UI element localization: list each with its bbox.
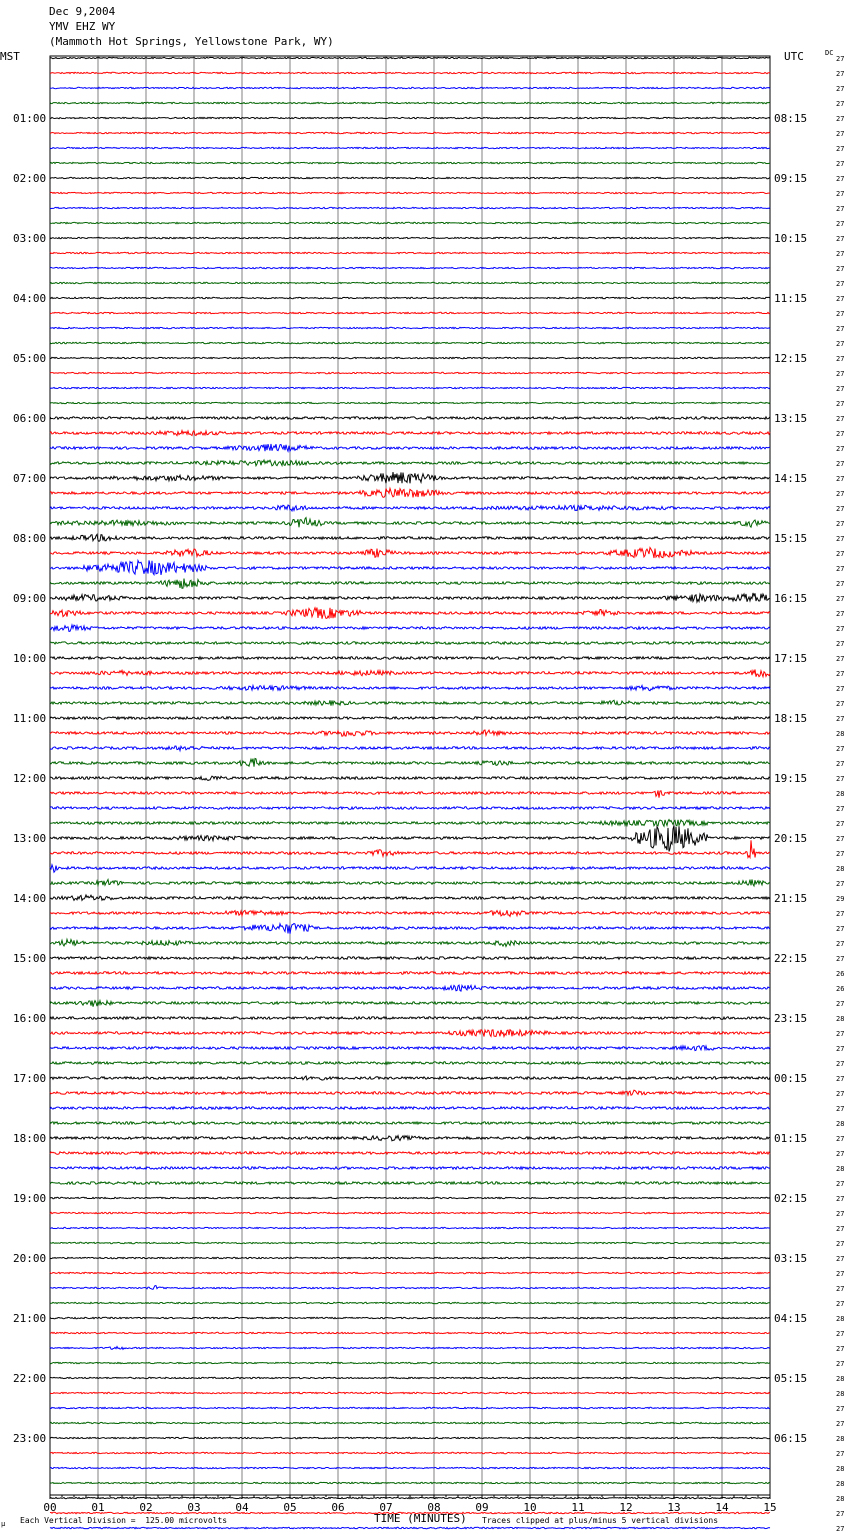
dc-offset-label: 26 <box>836 970 845 978</box>
utc-hour-label: 15:15 <box>774 532 808 545</box>
trace-28 <box>50 472 770 483</box>
utc-hour-label: 19:15 <box>774 772 808 785</box>
mst-hour-label: 11:00 <box>13 712 47 725</box>
x-tick-label: 05 <box>283 1501 297 1514</box>
trace-92 <box>50 1437 770 1438</box>
mst-hour-label: 16:00 <box>13 1012 47 1025</box>
utc-hour-label: 10:15 <box>774 232 808 245</box>
trace-79 <box>50 1242 770 1243</box>
dc-offset-label: 27 <box>836 1210 845 1218</box>
trace-16 <box>50 297 770 298</box>
dc-offset-label: 27 <box>836 1195 845 1203</box>
trace-53 <box>50 840 770 857</box>
x-tick-label: 03 <box>187 1501 201 1514</box>
trace-80 <box>50 1257 770 1258</box>
utc-hour-label: 18:15 <box>774 712 808 725</box>
trace-39 <box>50 642 770 644</box>
dc-offset-label: 27 <box>836 1420 845 1428</box>
utc-hour-label: 04:15 <box>774 1312 808 1325</box>
dc-offset-label: 27 <box>836 100 845 108</box>
dc-offset-label: 27 <box>836 1150 845 1158</box>
trace-36 <box>50 593 770 602</box>
mst-hour-label: 05:00 <box>13 352 47 365</box>
utc-hour-label: 21:15 <box>774 892 808 905</box>
mst-hour-label: 07:00 <box>13 472 47 485</box>
dc-offset-label: 27 <box>836 595 845 603</box>
dc-offset-label: 27 <box>836 745 845 753</box>
dc-offset-label: 27 <box>836 835 845 843</box>
mst-hour-label: 10:00 <box>13 652 47 665</box>
dc-offset-label: 27 <box>836 1450 845 1458</box>
trace-93 <box>50 1452 770 1453</box>
clip-note: Traces clipped at plus/minus 5 vertical divisions <box>482 1516 719 1525</box>
dc-offset-label: 27 <box>836 445 845 453</box>
dc-offset-label: 27 <box>836 805 845 813</box>
x-axis-title: TIME (MINUTES) <box>374 1512 467 1525</box>
x-tick-label: 14 <box>715 1501 729 1514</box>
mst-hour-label: 18:00 <box>13 1132 47 1145</box>
trace-66 <box>50 1046 770 1051</box>
x-tick-label: 04 <box>235 1501 249 1514</box>
mst-hour-label: 09:00 <box>13 592 47 605</box>
trace-42 <box>50 686 770 691</box>
trace-47 <box>50 759 770 767</box>
trace-69 <box>50 1090 770 1095</box>
trace-46 <box>50 746 770 751</box>
dc-offset-label: 27 <box>836 610 845 618</box>
mst-hour-label: 21:00 <box>13 1312 47 1325</box>
trace-13 <box>50 252 770 253</box>
trace-59 <box>50 939 770 946</box>
trace-63 <box>50 1001 770 1007</box>
utc-hour-label: 05:15 <box>774 1372 808 1385</box>
trace-56 <box>50 895 770 900</box>
dc-offset-label: 27 <box>836 1030 845 1038</box>
dc-offset-label: 27 <box>836 580 845 588</box>
scale-note: Each Vertical Division = 125.00 microvolts <box>20 1516 228 1525</box>
trace-33 <box>50 548 770 559</box>
trace-84 <box>50 1317 770 1318</box>
x-tick-label: 07 <box>379 1501 393 1514</box>
trace-64 <box>50 1017 770 1019</box>
dc-offset-label: 27 <box>836 1075 845 1083</box>
trace-55 <box>50 880 770 887</box>
trace-12 <box>50 237 770 238</box>
dc-offset-label: 27 <box>836 520 845 528</box>
dc-offset-label: 27 <box>836 130 845 138</box>
dc-offset-label: 27 <box>836 145 845 153</box>
dc-offset-label: 27 <box>836 190 845 198</box>
trace-11 <box>50 222 770 223</box>
dc-offset-label: 27 <box>836 640 845 648</box>
trace-5 <box>50 132 770 133</box>
dc-offset-label: 27 <box>836 1000 845 1008</box>
dc-offset-label: 27 <box>836 760 845 768</box>
dc-offset-label: 27 <box>836 295 845 303</box>
dc-offset-label: 27 <box>836 880 845 888</box>
utc-hour-label: 03:15 <box>774 1252 808 1265</box>
trace-71 <box>50 1122 770 1124</box>
trace-17 <box>50 312 770 313</box>
trace-89 <box>50 1392 770 1393</box>
mst-hour-label: 04:00 <box>13 292 47 305</box>
trace-19 <box>50 342 770 343</box>
x-tick-label: 09 <box>475 1501 489 1514</box>
mst-hour-label: 20:00 <box>13 1252 47 1265</box>
utc-hour-label: 14:15 <box>774 472 808 485</box>
trace-9 <box>50 192 770 193</box>
dc-offset-label: 27 <box>836 1045 845 1053</box>
trace-76 <box>50 1197 770 1198</box>
dc-offset-label: 27 <box>836 160 845 168</box>
dc-offset-label: 27 <box>836 220 845 228</box>
trace-35 <box>50 579 770 589</box>
dc-offset-label: 27 <box>836 955 845 963</box>
trace-78 <box>50 1227 770 1228</box>
plot-frame <box>50 56 770 1495</box>
trace-61 <box>50 972 770 974</box>
dc-offset-label: 27 <box>836 415 845 423</box>
trace-29 <box>50 488 770 497</box>
dc-offset-label: 28 <box>836 1390 845 1398</box>
trace-72 <box>50 1136 770 1141</box>
dc-offset-label: 27 <box>836 550 845 558</box>
dc-offset-label: 27 <box>836 1345 845 1353</box>
dc-offset-label: 27 <box>836 925 845 933</box>
trace-85 <box>50 1332 770 1333</box>
dc-offset-label: 27 <box>836 70 845 78</box>
dc-offset-label: 27 <box>836 1285 845 1293</box>
dc-offset-label: 28 <box>836 1465 845 1473</box>
dc-offset-label: 27 <box>836 505 845 513</box>
dc-offset-label: 29 <box>836 895 845 903</box>
utc-hour-label: 01:15 <box>774 1132 808 1145</box>
mst-hour-label: 08:00 <box>13 532 47 545</box>
dc-offset-label: 27 <box>836 1270 845 1278</box>
trace-52 <box>50 826 770 852</box>
utc-hour-label: 20:15 <box>774 832 808 845</box>
dc-offset-label: 28 <box>836 865 845 873</box>
x-tick-label: 15 <box>763 1501 777 1514</box>
trace-70 <box>50 1107 770 1109</box>
dc-offset-label: 27 <box>836 115 845 123</box>
trace-25 <box>50 431 770 436</box>
dc-offset-label: 28 <box>836 1480 845 1488</box>
utc-hour-label: 12:15 <box>774 352 808 365</box>
trace-87 <box>50 1362 770 1363</box>
trace-2 <box>50 87 770 88</box>
mst-hour-label: 22:00 <box>13 1372 47 1385</box>
dc-offset-label: 27 <box>836 1060 845 1068</box>
right-axis-title: UTC <box>784 50 804 63</box>
trace-81 <box>50 1272 770 1273</box>
trace-58 <box>50 924 770 934</box>
x-tick-label: 00 <box>43 1501 57 1514</box>
dc-offset-label: 28 <box>836 1165 845 1173</box>
dc-offset-label: 28 <box>836 1495 845 1503</box>
mst-hour-label: 15:00 <box>13 952 47 965</box>
trace-20 <box>50 357 770 358</box>
dc-offset-label: 27 <box>836 310 845 318</box>
dc-offset-label: 27 <box>836 670 845 678</box>
x-tick-label: 13 <box>667 1501 681 1514</box>
trace-49 <box>50 791 770 798</box>
trace-51 <box>50 820 770 827</box>
dc-offset-label: 27 <box>836 85 845 93</box>
x-tick-label: 08 <box>427 1501 441 1514</box>
mst-hour-label: 23:00 <box>13 1432 47 1445</box>
utc-hour-label: 00:15 <box>774 1072 808 1085</box>
dc-offset-label: 27 <box>836 1135 845 1143</box>
utc-hour-label: 23:15 <box>774 1012 808 1025</box>
trace-77 <box>50 1212 770 1213</box>
trace-83 <box>50 1302 770 1303</box>
trace-23 <box>50 402 770 403</box>
dc-label: DC <box>825 49 834 57</box>
trace-82 <box>50 1286 770 1290</box>
trace-38 <box>50 625 770 631</box>
trace-68 <box>50 1076 770 1080</box>
dc-offset-label: 26 <box>836 985 845 993</box>
utc-hour-label: 09:15 <box>774 172 808 185</box>
dc-offset-label: 27 <box>836 1405 845 1413</box>
utc-hour-label: 17:15 <box>774 652 808 665</box>
trace-26 <box>50 444 770 451</box>
trace-18 <box>50 327 770 328</box>
dc-offset-label: 27 <box>836 565 845 573</box>
dc-offset-label: 27 <box>836 370 845 378</box>
dc-offset-label: 27 <box>836 655 845 663</box>
trace-67 <box>50 1062 770 1064</box>
trace-74 <box>50 1167 770 1169</box>
dc-offset-label: 27 <box>836 1255 845 1263</box>
mst-hour-label: 13:00 <box>13 832 47 845</box>
trace-96 <box>50 1497 770 1498</box>
trace-40 <box>50 657 770 659</box>
dc-offset-label: 27 <box>836 355 845 363</box>
trace-34 <box>50 560 770 575</box>
dc-offset-label: 28 <box>836 1120 845 1128</box>
dc-offset-label: 28 <box>836 1435 845 1443</box>
trace-44 <box>50 717 770 719</box>
dc-offset-label: 27 <box>836 265 845 273</box>
dc-offset-label: 27 <box>836 1330 845 1338</box>
mst-hour-label: 12:00 <box>13 772 47 785</box>
mst-hour-label: 19:00 <box>13 1192 47 1205</box>
dc-offset-label: 27 <box>836 1360 845 1368</box>
utc-hour-label: 22:15 <box>774 952 808 965</box>
trace-62 <box>50 985 770 991</box>
dc-offset-label: 27 <box>836 325 845 333</box>
dc-offset-label: 27 <box>836 175 845 183</box>
dc-offset-label: 27 <box>836 1300 845 1308</box>
x-tick-label: 01 <box>91 1501 105 1514</box>
trace-50 <box>50 807 770 809</box>
trace-75 <box>50 1182 770 1184</box>
dc-offset-label: 27 <box>836 535 845 543</box>
mst-hour-label: 14:00 <box>13 892 47 905</box>
trace-45 <box>50 730 770 736</box>
utc-hour-label: 06:15 <box>774 1432 808 1445</box>
trace-73 <box>50 1152 770 1154</box>
trace-88 <box>50 1377 770 1378</box>
dc-offset-label: 27 <box>836 55 845 63</box>
dc-offset-label: 28 <box>836 730 845 738</box>
x-tick-label: 11 <box>571 1501 585 1514</box>
x-tick-label: 02 <box>139 1501 153 1514</box>
trace-24 <box>50 417 770 419</box>
dc-offset-label: 27 <box>836 1180 845 1188</box>
trace-10 <box>50 207 770 208</box>
dc-offset-label: 27 <box>836 280 845 288</box>
footer-mark: μ <box>1 1520 6 1528</box>
trace-98 <box>50 1527 770 1528</box>
trace-41 <box>50 670 770 677</box>
dc-offset-label: 27 <box>836 940 845 948</box>
station-location: (Mammoth Hot Springs, Yellowstone Park, WY) <box>49 35 334 48</box>
dc-offset-label: 27 <box>836 250 845 258</box>
station-code: YMV EHZ WY <box>49 20 116 33</box>
dc-offset-label: 28 <box>836 790 845 798</box>
utc-hour-label: 08:15 <box>774 112 808 125</box>
dc-offset-label: 27 <box>836 715 845 723</box>
left-axis-title: MST <box>0 50 20 63</box>
utc-hour-label: 13:15 <box>774 412 808 425</box>
mst-hour-label: 06:00 <box>13 412 47 425</box>
trace-22 <box>50 387 770 388</box>
trace-32 <box>50 534 770 541</box>
x-tick-label: 10 <box>523 1501 537 1514</box>
trace-48 <box>50 776 770 780</box>
dc-offset-label: 28 <box>836 1315 845 1323</box>
dc-offset-label: 27 <box>836 235 845 243</box>
dc-offset-label: 27 <box>836 1090 845 1098</box>
dc-offset-label: 27 <box>836 700 845 708</box>
utc-hour-label: 02:15 <box>774 1192 808 1205</box>
trace-91 <box>50 1422 770 1423</box>
trace-86 <box>50 1347 770 1350</box>
dc-offset-label: 27 <box>836 910 845 918</box>
dc-offset-label: 27 <box>836 490 845 498</box>
dc-offset-label: 27 <box>836 385 845 393</box>
dc-offset-label: 27 <box>836 1225 845 1233</box>
trace-94 <box>50 1467 770 1468</box>
dc-offset-label: 27 <box>836 340 845 348</box>
dc-offset-label: 28 <box>836 1015 845 1023</box>
dc-offset-label: 27 <box>836 205 845 213</box>
utc-hour-label: 16:15 <box>774 592 808 605</box>
mst-hour-label: 17:00 <box>13 1072 47 1085</box>
dc-offset-label: 27 <box>836 475 845 483</box>
mst-hour-label: 01:00 <box>13 112 47 125</box>
dc-offset-label: 27 <box>836 685 845 693</box>
trace-65 <box>50 1030 770 1037</box>
trace-95 <box>50 1482 770 1483</box>
x-tick-label: 06 <box>331 1501 345 1514</box>
trace-6 <box>50 147 770 148</box>
trace-3 <box>50 102 770 103</box>
trace-31 <box>50 518 770 528</box>
plot-date: Dec 9,2004 <box>49 5 116 18</box>
trace-43 <box>50 700 770 705</box>
dc-offset-label: 27 <box>836 820 845 828</box>
dc-offset-label: 27 <box>836 1510 845 1518</box>
trace-30 <box>50 505 770 511</box>
x-tick-label: 12 <box>619 1501 633 1514</box>
trace-4 <box>50 117 770 118</box>
trace-27 <box>50 460 770 466</box>
trace-90 <box>50 1407 770 1408</box>
dc-offset-label: 27 <box>836 430 845 438</box>
dc-offset-label: 27 <box>836 775 845 783</box>
dc-offset-label: 28 <box>836 1375 845 1383</box>
dc-offset-label: 27 <box>836 625 845 633</box>
trace-14 <box>50 267 770 268</box>
dc-offset-label: 27 <box>836 1240 845 1248</box>
trace-57 <box>50 910 770 916</box>
dc-offset-label: 27 <box>836 1525 845 1533</box>
trace-21 <box>50 372 770 373</box>
dc-offset-label: 27 <box>836 1105 845 1113</box>
trace-54 <box>50 865 770 872</box>
trace-1 <box>50 72 770 73</box>
dc-offset-label: 27 <box>836 400 845 408</box>
dc-offset-label: 27 <box>836 460 845 468</box>
mst-hour-label: 02:00 <box>13 172 47 185</box>
trace-37 <box>50 608 770 619</box>
trace-60 <box>50 957 770 959</box>
trace-8 <box>50 177 770 178</box>
trace-15 <box>50 282 770 283</box>
dc-offset-label: 27 <box>836 850 845 858</box>
utc-hour-label: 11:15 <box>774 292 808 305</box>
trace-0 <box>50 57 770 58</box>
trace-7 <box>50 162 770 163</box>
mst-hour-label: 03:00 <box>13 232 47 245</box>
